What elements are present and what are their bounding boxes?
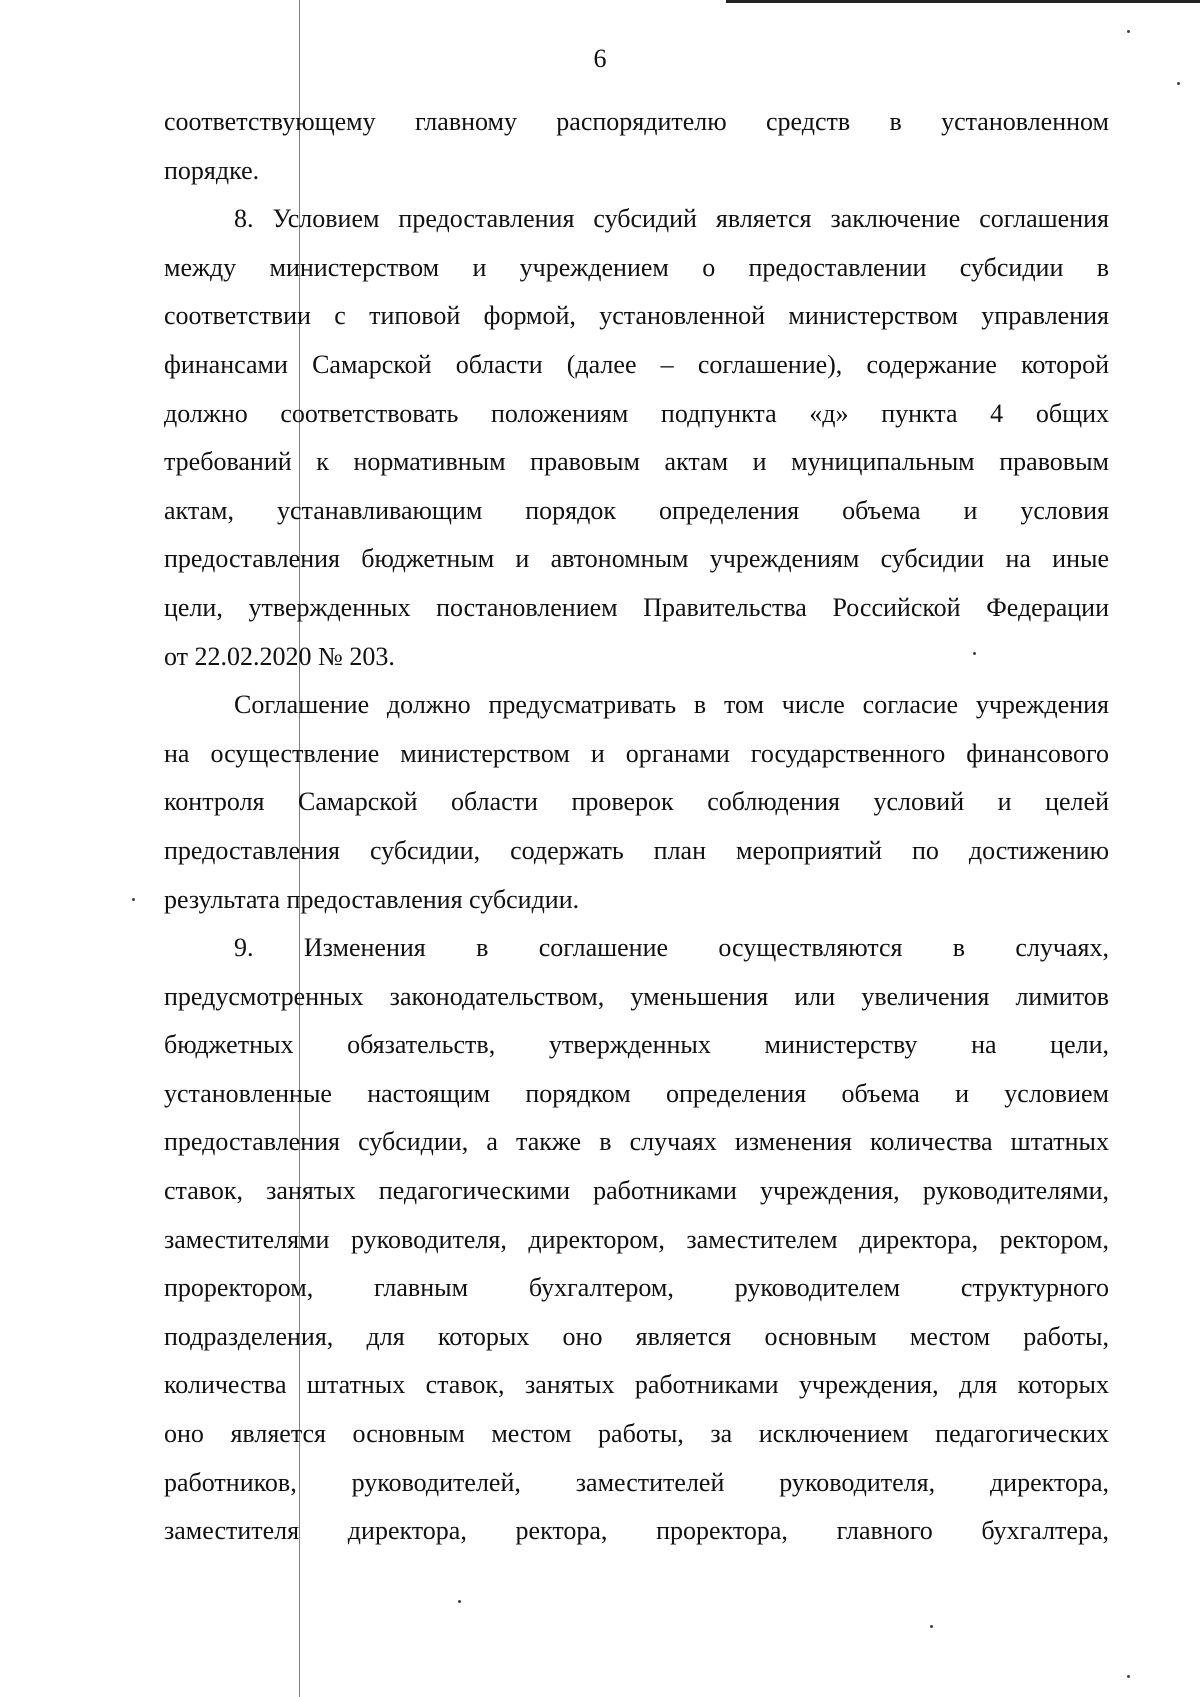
text-line: соответствии с типовой формой, установленной министерством управления	[164, 301, 1109, 331]
text-line: проректором, главным бухгалтером, руководителем структурного	[164, 1273, 1109, 1303]
text-line: предусмотренных законодательством, уменьшения или увеличения лимитов	[164, 981, 1109, 1011]
text-line: предоставления бюджетным и автономным учреждениям субсидии на иные	[164, 544, 1109, 574]
scan-artifact-top-line	[726, 0, 1200, 3]
text-line: 8. Условием предоставления субсидий является заключение соглашения	[234, 204, 1109, 234]
scan-speck	[458, 1600, 461, 1603]
text-line: требований к нормативным правовым актам и муниципальным правовым	[164, 447, 1109, 477]
text-line: бюджетных обязательств, утвержденных министерству на цели,	[164, 1030, 1109, 1060]
text-line: Соглашение должно предусматривать в том числе согласие учреждения	[234, 690, 1109, 720]
scan-speck	[1177, 82, 1180, 85]
text-line: должно соответствовать положениям подпункта «д» пункта 4 общих	[164, 398, 1109, 428]
text-line: на осуществление министерством и органами государственного финансового	[164, 738, 1109, 768]
text-line: соответствующему главному распорядителю средств в установленном	[164, 107, 1109, 136]
text-line: заместителями руководителя, директором, заместителем директора, ректором,	[164, 1224, 1109, 1254]
text-line: от 22.02.2020 № 203.	[164, 641, 395, 671]
text-line: между министерством и учреждением о предоставлении субсидии в	[164, 252, 1109, 282]
document-body	[164, 98, 1109, 1556]
text-line: контроля Самарской области проверок соблюдения условий и целей	[164, 787, 1109, 817]
text-line: количества штатных ставок, занятых работниками учреждения, для которых	[164, 1370, 1109, 1400]
scan-speck	[973, 652, 976, 655]
text-line: установленные настоящим порядком определения объема и условием	[164, 1078, 1109, 1108]
text-line: 9. Изменения в соглашение осуществляются в случаях,	[234, 933, 1109, 963]
text-line: актам, устанавливающим порядок определения объема и условия	[164, 495, 1109, 525]
scan-speck	[1127, 1675, 1130, 1678]
text-line: оно является основным местом работы, за исключением педагогических	[164, 1419, 1109, 1449]
text-line: ставок, занятых педагогическими работниками учреждения, руководителями,	[164, 1176, 1109, 1206]
text-line: подразделения, для которых оно является основным местом работы,	[164, 1321, 1109, 1351]
text-line: цели, утвержденных постановлением Правительства Российской Федерации	[164, 592, 1109, 622]
text-line: порядке.	[164, 155, 260, 185]
text-line: предоставления субсидии, а также в случаях изменения количества штатных	[164, 1127, 1109, 1157]
page-number: 6	[593, 44, 607, 73]
text-line: заместителя директора, ректора, проректора, главного бухгалтера,	[164, 1516, 1109, 1546]
scan-speck	[930, 1625, 933, 1628]
text-line: результата предоставления субсидии.	[164, 884, 580, 914]
text-line: предоставления субсидии, содержать план мероприятий по достижению	[164, 835, 1109, 865]
text-line: финансами Самарской области (далее – соглашение), содержание которой	[164, 349, 1109, 379]
text-line: работников, руководителей, заместителей руководителя, директора,	[164, 1467, 1109, 1497]
scan-speck	[1127, 30, 1130, 33]
scan-speck	[132, 898, 135, 901]
